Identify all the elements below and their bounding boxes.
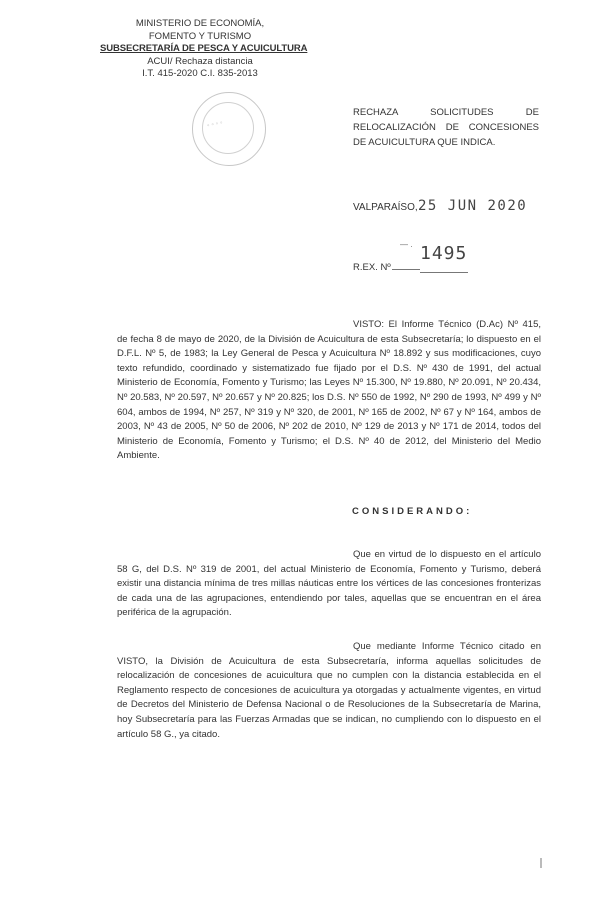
resolution-label: R.EX. Nº <box>353 262 420 273</box>
considerando-heading: CONSIDERANDO: <box>352 506 473 517</box>
visto-paragraph: VISTO: El Informe Técnico (D.Ac) Nº 415, de fecha 8 de mayo de 2020, de la División de Acuicultura de esta Subsecretaría; lo dispuesto en el D.F.L. Nº 5, de 1983; la Ley General de Pesca y Acuicultura Nº 18.892 y sus modificaciones, cuyo texto refundido, coordinado y sistematizado fue fijado por el D.S. Nº 430 de 1991, del actual Ministerio de Economía, Fomento y Turismo; las Leyes Nº 15.300, Nº 19.880, Nº 20.091, Nº 20.434, Nº 20.583, Nº 20.597, Nº 20.657 y Nº 20.825; los D.S. Nº 550 de 1992, Nº 290 de 1993, Nº 499 y Nº 604, ambos de 1994, Nº 257, Nº 319 y Nº 320, de 2001, Nº 165 de 2002, Nº 67 y Nº 164, ambos de 2003, Nº 43 de 2005, Nº 50 de 2006, Nº 202 de 2010, Nº 129 de 2013 y Nº 171 de 2014, todos del Ministerio de Economía, Fomento y Turismo; el D.S. Nº 40 de 2012, del Ministerio del Medio Ambiente. <box>117 319 541 462</box>
resolution-subject: RECHAZA SOLICITUDES DE RELOCALIZACIÓN DE CONCESIONES DE ACUICULTURA QUE INDICA. <box>353 107 539 148</box>
letterhead <box>100 18 308 81</box>
margin-mark <box>540 858 542 868</box>
resolution-underline <box>420 272 468 273</box>
place-label: VALPARAÍSO, <box>353 202 418 213</box>
subsecretaria-line: SUBSECRETARÍA DE PESCA Y ACUICULTURA <box>100 43 308 54</box>
rex-dash-mark: — . <box>400 240 413 249</box>
date-stamp: 25 JUN 2020 <box>418 198 528 214</box>
resolution-number: 1495 <box>420 243 468 264</box>
reference-line-2: I.T. 415-2020 C.I. 835-2013 <box>142 68 258 79</box>
ministry-line-1: MINISTERIO DE ECONOMÍA, <box>135 18 265 29</box>
considerando-paragraph-2: Que mediante Informe Técnico citado en VISTO, la División de Acuicultura de esta Subsecretaría, informa aquellas solicitudes de relocalización de concesiones de acuicultura que no cumplen con la distancia establecida en el Reglamento respecto de concesiones de acuicultura ya otorgadas y actualmente vigentes, en virtud de Decretos del Ministerio de Defensa Nacional o de Resoluciones de la Subsecretaría de Marina, hoy Subsecretaría para las Fuerzas Armadas que se indican, no cumpliendo con lo dispuesto en el artículo 58 G., ya citado. <box>117 641 541 740</box>
considerando-paragraph-1: Que en virtud de lo dispuesto en el artículo 58 G, del D.S. Nº 319 de 2001, del actual Ministerio de Economía, Fomento y Turismo, deberá existir una distancia mínima de tres millas náuticas entre los vértices de las concesiones fronterizas de cada una de las agrupaciones, entendiendo por tales, aquellas que se encuentran en el área periférica de la agrupación. <box>117 549 541 619</box>
official-seal-stamp <box>192 92 266 166</box>
seal-lettering: ◦ ◦ ◦ ◦ <box>206 119 224 130</box>
ministry-line-2: FOMENTO Y TURISMO <box>148 30 252 42</box>
reference-line-1: ACUI/ Rechaza distancia <box>147 55 253 67</box>
